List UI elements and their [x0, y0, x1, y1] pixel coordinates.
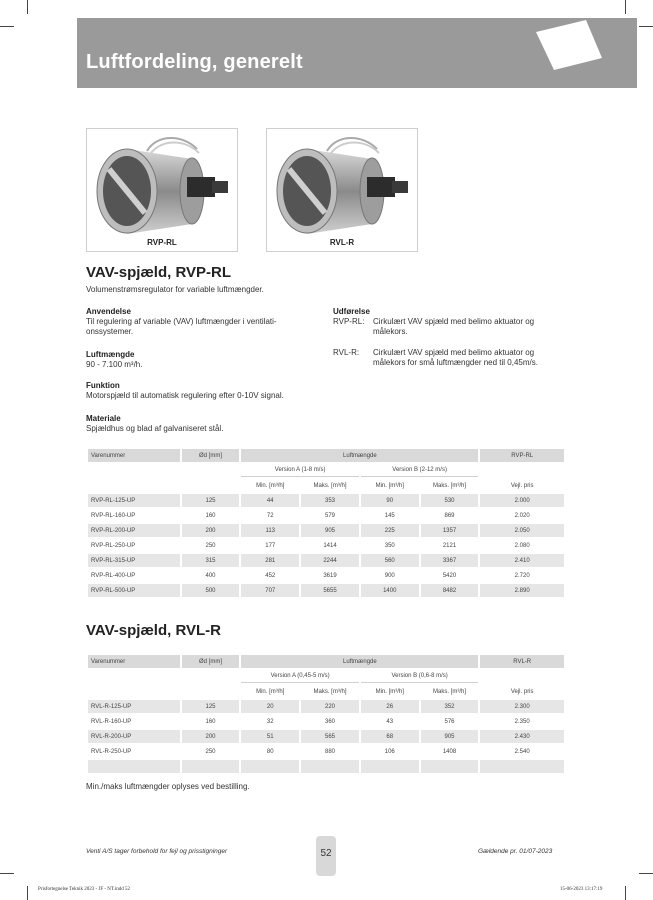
table-cell: RVL-R-250-UP: [88, 745, 180, 758]
table-cell: 2.540: [480, 745, 564, 758]
table-cell: 352: [421, 700, 479, 713]
table-cell: 560: [361, 554, 419, 567]
section-title: VAV-spjæld, RVP-RL: [86, 264, 232, 281]
table-cell: 160: [182, 715, 240, 728]
version-a-header: Version A (0,45-5 m/s): [241, 670, 359, 683]
min-header: Min. [m³/h]: [241, 685, 299, 698]
min-header: Min. [m³/h]: [361, 685, 419, 698]
funktion-heading: Funktion: [86, 381, 120, 390]
table-cell: 44: [241, 494, 299, 507]
product-label: RVP-RL: [147, 238, 177, 247]
min-header: Min. [m³/h]: [361, 479, 419, 492]
crop-mark: [0, 873, 14, 874]
crop-mark: [639, 873, 653, 874]
table-cell: 125: [182, 494, 240, 507]
table-cell: 905: [301, 524, 359, 537]
table-cell: [241, 760, 299, 773]
price-header: Vejl. pris: [480, 479, 564, 492]
col-header-varenummer: Varenummer: [88, 449, 180, 462]
table-cell: 250: [182, 539, 240, 552]
luftmaengde-text: 90 - 7.100 m³/h.: [86, 360, 143, 369]
udforelse-text: Cirkulært VAV spjæld med belimo aktuator og: [373, 348, 535, 357]
table-cell: 2.300: [480, 700, 564, 713]
udforelse-item: [333, 348, 573, 368]
note-text: Min./maks luftmængder oplyses ved bestilling.: [86, 782, 250, 791]
table-cell: [421, 760, 479, 773]
table-cell: 145: [361, 509, 419, 522]
col-header-luftmaengde: Luftmængde: [241, 449, 478, 462]
table-cell: 1408: [421, 745, 479, 758]
table-cell: RVP-RL-125-UP: [88, 494, 180, 507]
table-cell: 2.890: [480, 584, 564, 597]
table-cell: 3367: [421, 554, 479, 567]
product-label: RVL-R: [329, 238, 355, 247]
col-header-od: Ød [mm]: [182, 655, 240, 668]
table-cell: 225: [361, 524, 419, 537]
table-cell: [361, 760, 419, 773]
udforelse-item: [333, 317, 573, 337]
materiale-block: [86, 414, 223, 434]
udforelse-block: [333, 307, 573, 368]
table-cell: 350: [361, 539, 419, 552]
col-header-varenummer: Varenummer: [88, 655, 180, 668]
header-tab-graphic: [524, 20, 624, 70]
table-cell: 2.050: [480, 524, 564, 537]
table-row: [88, 745, 564, 758]
max-header: Maks. [m³/h]: [421, 685, 479, 698]
table-row-empty: [88, 760, 564, 773]
table-cell: 2.020: [480, 509, 564, 522]
page-title: Luftfordeling, generelt: [86, 51, 303, 73]
table-cell: 900: [361, 569, 419, 582]
table-cell: 500: [182, 584, 240, 597]
table-cell: 26: [361, 700, 419, 713]
table-cell: 2.000: [480, 494, 564, 507]
version-b-header: Version B (0,6-8 m/s): [361, 670, 479, 683]
funktion-text: Motorspjæld til automatisk regulering efter 0-10V signal.: [86, 391, 284, 400]
min-header: Min. [m³/h]: [241, 479, 299, 492]
table-cell: 452: [241, 569, 299, 582]
table-cell: 315: [182, 554, 240, 567]
table-cell: 2121: [421, 539, 479, 552]
table-cell: 80: [241, 745, 299, 758]
damper-image: [87, 129, 237, 239]
table-cell: 400: [182, 569, 240, 582]
table-cell: 177: [241, 539, 299, 552]
table-cell: 880: [301, 745, 359, 758]
udforelse-text: målekors for små luftmængder ned til 0,45m/s.: [373, 358, 538, 367]
crop-mark: [27, 886, 28, 900]
table-cell: 8482: [421, 584, 479, 597]
table-cell: 220: [301, 700, 359, 713]
table-row: [88, 494, 564, 507]
table-cell: 579: [301, 509, 359, 522]
table-cell: [88, 760, 180, 773]
table-cell: RVL-R-160-UP: [88, 715, 180, 728]
section-title: VAV-spjæld, RVL-R: [86, 622, 222, 639]
luftmaengde-heading: Luftmængde: [86, 350, 135, 359]
col-header-brand: RVP-RL: [480, 449, 564, 462]
table-cell: 576: [421, 715, 479, 728]
table-cell: 5420: [421, 569, 479, 582]
udforelse-text: Cirkulært VAV spjæld med belimo aktuator og: [373, 317, 535, 326]
table-cell: 106: [361, 745, 419, 758]
funktion-block: [86, 381, 284, 401]
page-number: 52: [320, 848, 332, 859]
table-cell: 360: [301, 715, 359, 728]
table-cell: 530: [421, 494, 479, 507]
table-cell: [480, 760, 564, 773]
table-cell: 113: [241, 524, 299, 537]
printer-timestamp: 15-06-2023 13:17:19: [560, 887, 603, 892]
table-row: [88, 730, 564, 743]
table-cell: 2.080: [480, 539, 564, 552]
max-header: Maks. [m³/h]: [421, 479, 479, 492]
table-cell: 5655: [301, 584, 359, 597]
price-header: Vejl. pris: [480, 685, 564, 698]
table-row: [88, 524, 564, 537]
table-row: [88, 509, 564, 522]
col-header-brand: RVL-R: [480, 655, 564, 668]
table-cell: 353: [301, 494, 359, 507]
udforelse-text: målekors.: [373, 327, 408, 336]
udforelse-heading: Udførelse: [333, 307, 370, 316]
section-subtitle: Volumenstrømsregulator for variable luftmængder.: [86, 285, 264, 294]
table-cell: 68: [361, 730, 419, 743]
table-cell: 20: [241, 700, 299, 713]
col-header-od: Ød [mm]: [182, 449, 240, 462]
table-row: [88, 539, 564, 552]
table-cell: 32: [241, 715, 299, 728]
version-a-header: Version A (1-8 m/s): [241, 464, 359, 477]
table-cell: 2.350: [480, 715, 564, 728]
table-cell: 2.410: [480, 554, 564, 567]
table-cell: RVP-RL-200-UP: [88, 524, 180, 537]
table-cell: 1414: [301, 539, 359, 552]
anvendelse-text: onssystemer.: [86, 327, 134, 336]
materiale-text: Spjældhus og blad af galvaniseret stål.: [86, 424, 224, 433]
table-cell: 905: [421, 730, 479, 743]
table-cell: 90: [361, 494, 419, 507]
table-cell: RVP-RL-500-UP: [88, 584, 180, 597]
table-cell: 2.720: [480, 569, 564, 582]
crop-mark: [0, 26, 14, 27]
table-row: [88, 554, 564, 567]
table-cell: 869: [421, 509, 479, 522]
table-cell: 200: [182, 524, 240, 537]
table-cell: 43: [361, 715, 419, 728]
product-card-rvl-r: [266, 128, 418, 252]
anvendelse-block: [86, 307, 316, 337]
table-row: [88, 584, 564, 597]
table-cell: 200: [182, 730, 240, 743]
crop-mark: [639, 26, 653, 27]
max-header: Maks. [m³/h]: [301, 685, 359, 698]
table-cell: 707: [241, 584, 299, 597]
table-cell: RVP-RL-315-UP: [88, 554, 180, 567]
table-cell: 2.430: [480, 730, 564, 743]
footer-valid-date: Gældende pr. 01/07-2023: [478, 848, 553, 855]
crop-mark: [27, 0, 28, 14]
crop-mark: [625, 886, 626, 900]
table-cell: 281: [241, 554, 299, 567]
table-row: [88, 700, 564, 713]
table-row: [88, 569, 564, 582]
col-header-luftmaengde: Luftmængde: [241, 655, 478, 668]
footer-disclaimer: Venti A/S tager forbehold for fejl og prisstigninger: [86, 848, 228, 855]
spec-table-rvp-rl: [86, 447, 566, 599]
table-cell: 125: [182, 700, 240, 713]
table-row: [88, 715, 564, 728]
table-cell: RVP-RL-160-UP: [88, 509, 180, 522]
crop-mark: [625, 0, 626, 14]
table-cell: RVL-R-125-UP: [88, 700, 180, 713]
anvendelse-heading: Anvendelse: [86, 307, 131, 316]
table-cell: 1400: [361, 584, 419, 597]
luftmaengde-block: [86, 350, 142, 370]
table-cell: 160: [182, 509, 240, 522]
table-cell: 72: [241, 509, 299, 522]
table-cell: [301, 760, 359, 773]
printer-slug: Prisfortegnelse Teknik 2023 - JF - NT.indd 52: [38, 887, 130, 892]
udforelse-key: RVL-R:: [333, 348, 360, 357]
table-cell: 51: [241, 730, 299, 743]
spec-table-rvl-r: [86, 653, 566, 775]
table-cell: RVP-RL-400-UP: [88, 569, 180, 582]
table-cell: RVL-R-200-UP: [88, 730, 180, 743]
udforelse-key: RVP-RL:: [333, 317, 365, 326]
anvendelse-text: Til regulering af variable (VAV) luftmængder i ventilati-: [86, 317, 277, 326]
version-b-header: Version B (2-12 m/s): [361, 464, 479, 477]
materiale-heading: Materiale: [86, 414, 121, 423]
table-cell: [182, 760, 240, 773]
table-cell: RVP-RL-250-UP: [88, 539, 180, 552]
table-cell: 565: [301, 730, 359, 743]
damper-image: [267, 129, 417, 239]
table-cell: 250: [182, 745, 240, 758]
product-card-rvp-rl: [86, 128, 238, 252]
max-header: Maks. [m³/h]: [301, 479, 359, 492]
table-cell: 2244: [301, 554, 359, 567]
table-cell: 1357: [421, 524, 479, 537]
table-cell: 3619: [301, 569, 359, 582]
